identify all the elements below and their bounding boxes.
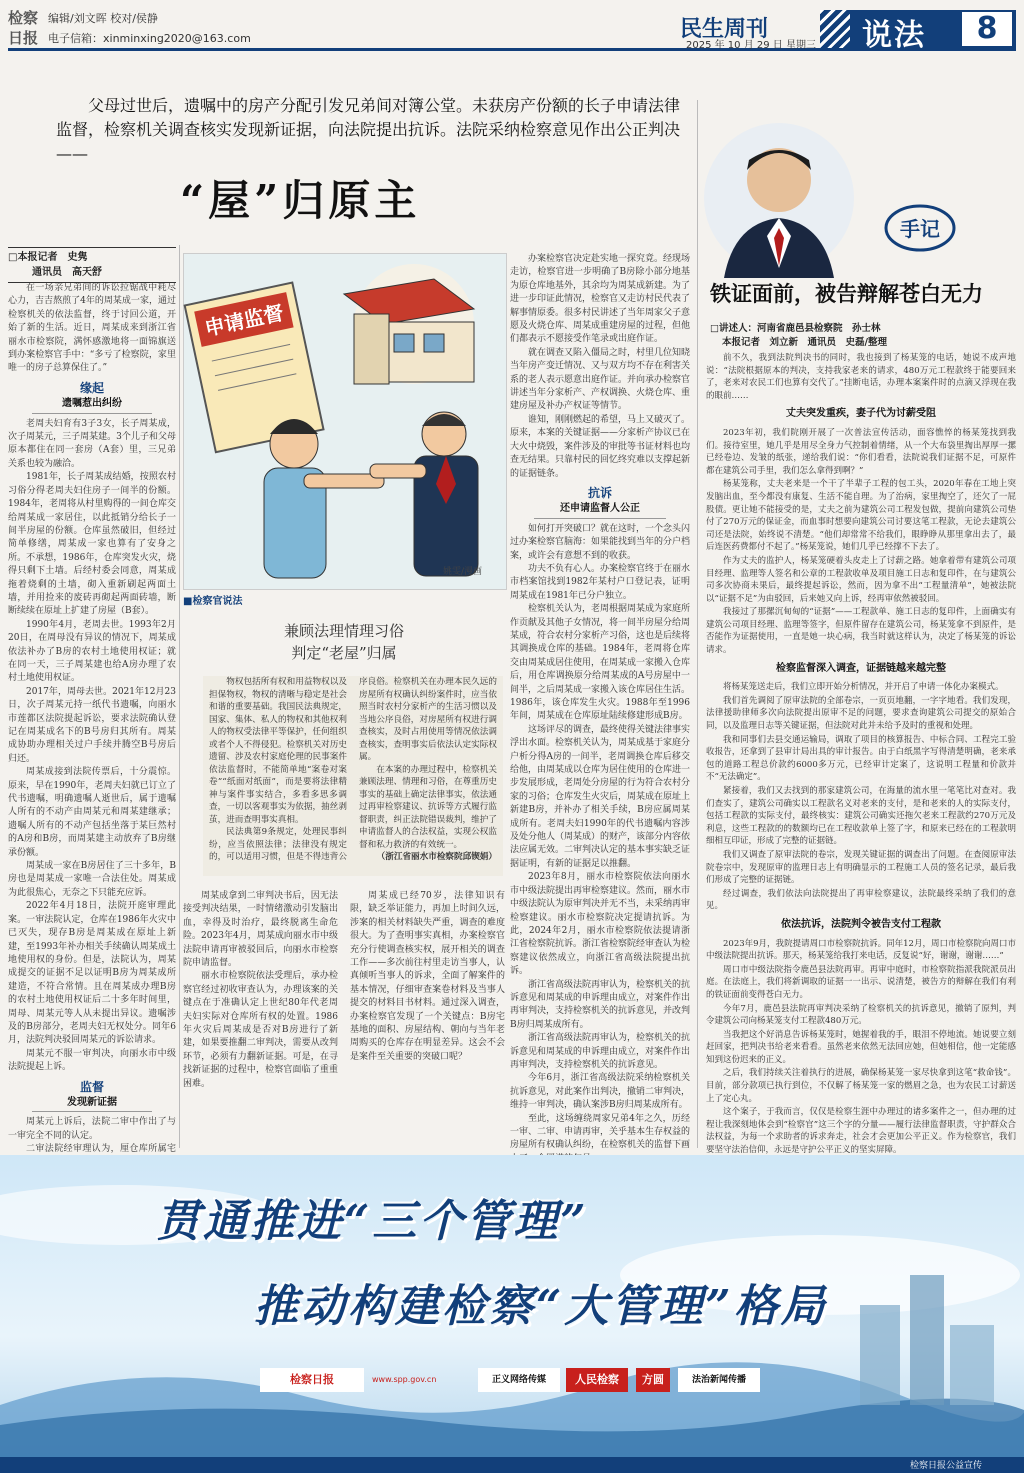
- paragraph: 1981年，长子周某成结婚，按照农村习俗分得老周夫妇住房子一间半的份额。1984年，老周将从村里购得的一间仓库交给周某成一家居住，以此抵销分给长子一间半房屋的份额。仓库虽然破旧，但经过简单修缮，周某成一家也算有了安身之所。不承想，1986年，仓库突发火灾，烧得只剩下土墙。后经村委会同意，周某成拖着烧剩的土墙，砌入重新刷起两面土墙，并用捡来的废砖再砌起两面砖墙，断断续续在原址上扩建了房屋（B套）。: [8, 472, 176, 617]
- right-subhead-1: 丈夫突发重疾，妻子代为讨薪受阻: [786, 408, 936, 420]
- right-article-title: 铁证面前，被告辩解苍白无力: [710, 281, 983, 306]
- article-col-2: [183, 890, 505, 1148]
- section-title-supervision: 监督: [79, 1079, 104, 1094]
- section-title-origin: 缘起: [79, 380, 104, 395]
- portrait-svg: [704, 118, 854, 278]
- paragraph: 周某成已经70岁，法律知识有限，缺乏举证能力，再加上时间久远，涉案的相关材料缺失严重，调查的难度很大。为了查明事实真相，办案检察官充分行使调查核实权，展开相关的调查工作——多次前往村里走访当事人，认真倾听当事人的诉求，全面了解案件的基本情况，仔细审查案卷材料及当事人提交的材料目书材料。通过深入调查，办案检察官发现了一个关键点：B房宅基地的面积、房屋结构、朝向与当年老周购买的仓库存在明显差异。这会不会是案件至关重要的突破口呢？: [350, 891, 505, 1062]
- band-stripe: [820, 10, 850, 48]
- notes-label-svg: [880, 198, 960, 258]
- commentary-source: （浙江省丽水市检察院邱锲娟）: [376, 852, 497, 862]
- paragraph: 作为丈夫的监护人，杨某笼硬着头皮走上了讨薪之路。她拿着带有建筑公司项目经理、监理等人签名和公章的工程款收单及项目施工日志和复印件，在与建筑公司多次协商未果后，最终提起诉讼，然而，因为拿不出“工程量清单”，她被法院以“证据不足”为由驳回，后来她又向上诉，经再审依然被驳回。: [706, 555, 1016, 604]
- commentary-tag: ■检察官说法: [183, 596, 243, 607]
- paragraph: 2023年初，我们院刚开展了一次普法宣传活动，面容憔悴的杨某笼找到我们。接待室里，她几乎是用尽全身力气控制着情绪，从一个大布袋里掏出厚厚一摞已经卷边、发皱的纸张，递给我们说：“你们看看，法院说我们证据不足，可原件都在建筑公司手里，我们怎么拿得到啊？”: [706, 427, 1016, 476]
- right-article-byline: [710, 322, 887, 350]
- byline: [8, 245, 176, 285]
- logo-spp-site: www.spp.gov.cn: [372, 1375, 437, 1384]
- notes-label-text: 手记: [900, 217, 940, 241]
- right-article-body: [706, 352, 1016, 1156]
- paragraph: 检察机关认为，老周根据周某成为家庭所作贡献及其他子女情况，将一间半房屋分给周某成，符合农村分家析产习俗，这也是后续将其调换成仓库的基础。1984年，老周将仓库交由周某成居住使用，在周某成一家搬入仓库后，用仓库调换原分给周某成的A号房屋中一间半，之后周某成一家搬入该仓库居住生活。1986年，该仓库发生火灾。1988年至1996年间，周某成在仓库原址陆续修建形成B房。: [510, 604, 691, 722]
- paragraph: 周某元上诉后，法院二审中作出了与一审完全不同的认定。: [8, 1117, 176, 1141]
- cartoon-credit: 姚雯/漫画: [443, 567, 483, 577]
- article-col-4: [510, 253, 691, 1151]
- paragraph: 丽水市检察院依法受理后，承办检察官经过初收审查认为，办理该案的关键点在于准确认定上世纪80年代老周夫妇实际对仓库所有权的处置。1986年火灾后周某成是否对B房进行了新建，如果要推翻二审判决，需要从改判环节，必须有力翻新证据。可是，在寻找新证据的过程中，检察官面临了重重困难。: [183, 971, 338, 1089]
- article-col-1: [8, 282, 176, 1155]
- partner-logos: [260, 1368, 760, 1394]
- commentary-text: [209, 676, 497, 876]
- paragraph: 我接过了那摞沉甸甸的“证据”——工程款单、施工日志的复印件，上面确实有建筑公司项目经理、监理等签字，但原件留存在建筑公司，杨某笼拿不到原件，是否能作为证据使用，一直是她一块心病，我当时就这样认为，决定了杨某笼的诉讼请求。: [706, 607, 1016, 656]
- commentary-body: [203, 676, 503, 876]
- commentary-title: [183, 620, 505, 664]
- cartoon-sign-text: 申请监督: [202, 300, 286, 341]
- section-title-protest: 抗诉: [587, 485, 612, 500]
- footer-bar: [0, 1457, 1024, 1473]
- section-sub-origin: 遗嘱惹出纠纷: [32, 397, 152, 413]
- paragraph: 这场评尽的调查，最终使得关键法律事实浮出水面。检察机关认为，周某成基于家庭分户析分得A房的一间半，老周调换仓库后移交给他，由周某成以仓库为居住使用的仓库进一步发展形成，老周处分房屋的行为符合农村分家的习俗；仓库发生火灾后，周某成在原址上新建B房，并补办了相关手续，B房应属周某成所有。老周夫妇1990年的代书遗嘱内容涉及处分他人（周某成）的财产，该部分内容依法应属无效。二审判决认定的基本事实缺乏证据证明，有新的证据足以推翻。: [510, 724, 691, 869]
- paragraph: 紧接着，我们又去找到的那家建筑公司，在海量的流水里一笔笔比对查对。我们查实了，建筑公司确实以工程款名义对老来的支付，是和老来的人的实际支付，包括工程款的实际支付，最终核实：建筑公司确实还拖欠老来工程款约270万元及利息，这些工程款的的数额均已在工程收款单上签了字，和原来已经在的工程款明细相互印证，形成了完整的证据链。: [706, 786, 1016, 847]
- notes-label: [880, 198, 960, 258]
- column-divider: [697, 100, 698, 1148]
- paragraph: 之后，我们持续关注着执行的进展，确保杨某笼一家尽快拿到这笔“救命钱”。目前，部分款项已执行到位，不仅解了杨某笼一家的燃眉之急，也为农民工讨薪送上了定心丸。: [706, 1068, 1016, 1104]
- column-divider: [179, 245, 180, 1148]
- logo-justice-network: 正义网络传媒: [478, 1368, 560, 1392]
- byline-reporter: □本报记者 史隽: [8, 252, 88, 263]
- footer-label: 检察日报公益宣传: [910, 1461, 983, 1471]
- author-portrait: [704, 118, 854, 278]
- paragraph: 如何打开突破口？就在这时，一个念头闪过办案检察官脑海：如果能找到当年的分户档案，或许会有意想不到的收获。: [510, 523, 691, 561]
- logo-procuratorate-daily: 检察日报: [260, 1368, 364, 1392]
- narrator-line: □讲述人：河南省鹿邑县检察院 孙士林: [710, 323, 881, 334]
- paragraph: 物权包括所有权和用益物权以及担保物权，物权的清晰与稳定是社会和谐的重要基础。我国民法典规定，国家、集体、私人的物权和其他权利人的物权受法律平等保护，任何组织或者个人不得侵犯。检察机关对历史遗留、涉及农村家庭伦理的民事案件依法监督时，不能简单地“案卷对案卷”“纸面对纸面”，而是要将法律精神与案件事实结合，多看多思多调查，一切以客观事实为依据，抽丝剥茧，进而查明事实真相。: [209, 677, 347, 825]
- paragraph: 将杨某笼送走后，我们立即开始分析情况，并开启了申请一体化办案模式。: [723, 682, 1004, 693]
- right-subhead-2: 检察监督深入调查，证据链越来越完整: [776, 662, 946, 674]
- paragraph: 在本案的办理过程中，检察机关兼顾法理、情理和习俗，在尊重历史事实的基础上确定法律事实，依法通过再审检察建议、抗诉等方式履行监督职责，纠正法院错误裁判，维护了申请监督人的合法权益，实现公权监督和私力救济的有效统一。: [359, 764, 497, 850]
- paragraph: 我们首先调阅了原审法院的全部卷宗，一页页地翻，一字字地看。我们发现，法律援助律师多次向法院提出原审不足的问题，要求查询建筑公司提交的原始合同，以及监理日志等关键证据，但法院对此并未给予及时的重视和处理。: [706, 695, 1016, 732]
- paragraph: 周某成一家在B房居住了三十多年，B房也是周某成一家唯一合法住处。周某成为此很焦心，无奈之下只能充应诉。: [8, 861, 176, 898]
- paragraph: 1990年4月，老周去世。1993年2月20日，在周母没有异议的情况下，周某成依法补办了B房的农村土地使用权证；就在同一天，三子周某建也给A房办理了农村土地使用权证。: [8, 619, 176, 684]
- right-subhead-3: 依法抗诉，法院判令被告支付工程款: [781, 918, 941, 930]
- byline-rule: [8, 247, 176, 248]
- section-sub-supervision: 发现新证据: [32, 1096, 152, 1112]
- paragraph: 我们又调查了原审法院的卷宗，发现关键证据的调查出了问题。在查阅原审法院卷宗中，发现原审的监理日志上有明确显示的工程施工人员的签名记录，最后我们形成了完整的证据链。: [706, 849, 1016, 886]
- paragraph: 谁知，刚刚燃起的希望，马上又破灭了。原来，本案的关键证据——分家析产协议已在大火中烧毁，案件涉及的审批等书证材料也均查无结果。只靠村民的回忆终究难以支撑起新的证据链条。: [510, 414, 691, 479]
- paragraph: 当我把这个好消息告诉杨某笼时，她握着我的手，眼泪不停地流。她说要立刻赶回家，把判决书给老来看看。虽然老来依然无法回应她，但她相信，他一定能感知到这份迟来的正义。: [706, 1029, 1016, 1065]
- banner-line-1: 贯通推进“三个管理”: [156, 1196, 589, 1247]
- editors-line: 编辑/刘文晖 校对/侯静: [48, 12, 158, 25]
- banner-line-2: 推动构建检察“大管理”格局: [254, 1281, 828, 1332]
- logo-legal-news: 法治新闻传播: [678, 1368, 760, 1392]
- paragraph: 周某成接到法院传票后，十分震惊。原来，早在1990年，老周夫妇就已订立了代书遗嘱，明确遗嘱人逝世后，属于遗嘱人所有的不动产由周某元和周某建继承；遗嘱人所有的不动产包括坐落于某巨然村的A房和B房，而周某建主动放弃了B房继承份额。: [8, 767, 176, 858]
- reporter-line: 本报记者 刘立新 通讯员 史磊/整理: [722, 337, 887, 348]
- cartoon-svg: [184, 254, 506, 589]
- intro: 在一场亲兄弟间的诉讼拉锯战中耗尽心力，吉吉熬煎了4年的周某成一家，通过检察机关的依法监督，终于讨回公道，开始了新的生活。近日，周某成来到浙江省丽水市检察院，满怀感激地将一面锦旗送到办案检察官手中：“多亏了检察院，家里唯一的房子总算保住了。”: [8, 283, 176, 374]
- paragraph: 老周夫妇育有3子3女，长子周某成，次子周某元，三子周某建。3个儿子和父母原本都住在同一套房（A套）里，三兄弟关系也较为融洽。: [8, 418, 176, 469]
- paragraph: 至此，这场缠绕周家兄弟4年之久，历经一审、二审、申请再审，关乎基本生存权益的房屋所有权确认纠纷，在检察机关的监督下画: [510, 1113, 691, 1151]
- paragraph: 杨某笼称，丈夫老来是一个干了半辈子工程的包工头，2020年春在工地上突发脑出血，至今都没有康复、生活不能自理。为了治病，家里掏空了，还欠了一屁股债。更让她不能接受的是，丈夫之前为建筑公司工程发包做，提前向建筑公司垫付了270万元的保证金，而血事时想要向建筑公司讨要这笔工程款，无论去建筑公司还是法院，始终说不清楚。“他们却常常不给我们，眼睁睁从那里拿出去了，最后连医药费都付不起了。”杨某笼说，她们几乎已经撑不下去了。: [706, 479, 1016, 553]
- paragraph: 二审法院经审理认为，厘仓库所属宅: [26, 1144, 176, 1155]
- section-title: 说法: [862, 18, 926, 53]
- logo-people-procuratorate: 人民检察: [566, 1368, 628, 1392]
- newspaper-logo: 检察日报: [8, 9, 39, 47]
- paragraph: 今年7月，鹿邑县法院再审判决采纳了检察机关的抗诉意见，撤销了原判，判令建筑公司向杨某笼支付工程款480万元。: [706, 1003, 1016, 1027]
- paragraph: 今年6月，浙江省高级法院采纳检察机关抗诉意见，对此案作出判决，撤销二审判决，维持一审判决，确认案涉B房归周某成所有。: [510, 1073, 691, 1111]
- logo-fangyuan: 方圆: [636, 1368, 670, 1392]
- email-line: 电子信箱：xinminxing2020@163.com: [48, 32, 251, 45]
- paragraph: 2017年，周母去世。2021年12月23日，次子周某元持一纸代书遗嘱，向丽水市莲都区法院提起诉讼，要求法院确认登记在周某成名下的B号房归其所有。周某成协助办理相关过户手续并腾空B号房后归还。: [8, 686, 176, 764]
- paragraph: 周某元不服一审判决，向丽水市中级法院提起上诉。: [8, 1048, 176, 1073]
- paragraph: 2023年8月，丽水市检察院依法向丽水市中级法院提出再审检察建议。然而，丽水市中级法院认为原审判决并无不当，未采纳再审检察建议。丽水市检察院决定提请抗诉。为此，2024年2月，丽水市检察院依法提请浙江省检察院抗诉。浙江省检察院经审查认为检察建议依然成立，向浙江省高级法院提出抗诉。: [510, 872, 691, 977]
- cartoon-illustration: [183, 253, 507, 590]
- headline: “屋”归原主: [180, 176, 421, 225]
- section-sub-protest: 还申请监督人公正: [534, 502, 666, 518]
- issue-date: 2025 年 10 月 29 日 星期三: [686, 40, 816, 51]
- paragraph: 就在调查又陷入僵局之时，村里几位知晓当年房产变迁情况、又与双方均不存在利害关系的老人表示愿意出庭作证。并向承办检察官讲述当年分家析产、产权调换、火烧仓库、重建房屋及补办产权证等情节。: [510, 347, 691, 412]
- paragraph: 功夫不负有心人。办案检察官终于在丽水市档案馆找到1982年某村户口登记表，证明周某成在1981年已分户独立。: [510, 563, 691, 601]
- paragraph: 民法典第9条规定，处理民事纠纷，应当依照法律；法律没有规定的，可以适用习惯，但是不得违背公序良俗。检察机关在办理本民久远的房屋所有权确认纠纷案件时，应当依照当时农村分家析产的生活习惯以及当地公序良俗，对房屋所有权进行调查核实，及时占用使用等情况依法调查核实，查明事实后依法认定实际权属。: [209, 677, 497, 862]
- paragraph: 办案检察官决定赴实地一探究竟。经现场走访，检察官进一步明确了B房除小部分地基为原仓库地基外，其余均为周某成新建。为了进一步印证此情况，检察官又走访村民代表了解事情原委。很多村民讲述了当年周家父子意愿及火烧仓库、周某成重建房屋的过程，但他们都表示不愿接受作笔录或出庭作证。: [510, 254, 691, 345]
- paragraph: 这个案子，于我而言，仅仅是检察生涯中办理过的诸多案件之一，但办理的过程让我深刻地体会到“检察官”这三个字的分量——履行法律监督职责，守护群众合法权益，为每一个求助者的诉求奔走，社会才会更加公平正义。作为检察官，我们要坚守法治信仰，永远是守护公平正义的坚实屏障。: [706, 1107, 1016, 1156]
- weekly-title: 民生周刊: [680, 16, 769, 42]
- commentary-title-line1: 兼顾法理情理习俗: [283, 622, 404, 640]
- paragraph: 浙江省高级法院再审认为，检察机关的抗诉意见和周某成的申诉理由成立，对案件作出再审判决，支持检察机关的抗诉意见。: [510, 1033, 691, 1070]
- paragraph: 2023年9月，我院提请周口市检察院抗诉。同年12月，周口市检察院向周口市中级法院提出抗诉。那天，杨某笼给我打来电话，反复说“好，谢谢，谢谢……”: [706, 938, 1016, 962]
- byline-correspondent: 通讯员 高天舒: [32, 267, 102, 278]
- lead-paragraph: 父母过世后，遗嘱中的房产分配引发兄弟间对簿公堂。未获房产份额的长子申请法律监督，检察机关调查核实发现新证据，向法院提出抗诉。法院采纳检察意见作出公正判决——: [56, 96, 681, 163]
- commentary-title-line2: 判定“老屋”归属: [291, 644, 397, 662]
- paragraph: 前不久，我到法院判决书的同时，我也接到了杨某笼的电话，她说不成声地说：“法院根据原本的判决，支持我家老来的请求，480万元工程款终于能要回来了，老来对农民工们也算有交代了。”挂断电话，办理本案案件时的点滴又浮现在我的眼前……: [706, 353, 1016, 401]
- paragraph: 周某成拿到二审判决书后，因无法接受判决结果，一时情绪激动引发脑出血，幸得及时治疗，最终脱离生命危险。2023年4月，周某成向丽水市中级法院申请再审被驳回后，向丽水市检察院申请监督。: [183, 891, 338, 969]
- paragraph: 浙江省高级法院再审认为，检察机关的抗诉意见和周某成的申诉理由成立，对案件作出再审判决，支持检察机关的抗诉意见，并改判B房归周某成所有。: [510, 979, 691, 1030]
- paragraph: 周口市中级法院指令鹿邑县法院再审。再审中庭时，市检察院指派我院派员出庭。在法庭上，我们将新调取的证据一一出示、说清楚，被告方的辩解在我们有利的铁证面前变得苍白无力。: [706, 964, 1016, 1000]
- paragraph: 2022年4月18日，法院开庭审理此案。一审法院认定，仓库在1986年火灾中已灭失，现存B房是周某成在原址上新建，至1993年补办相关手续确认周某成土地使用权的身份。但是，法院认为，周某成提交的证据不足以证明B房为周某成所建造，不符合常情。且在周某成办理B房的农村土地使用权证后二十多年时间里，周母、周某元等人从未提出异议。遗嘱涉及的B房部分，老周夫妇无权处分。同年6月，法院判决驳回周某元的诉讼请求。: [8, 901, 176, 1046]
- prosecutor-commentary: [183, 592, 505, 888]
- page-number: 8: [962, 12, 1012, 46]
- paragraph: 经过调查，我们依法向法院提出了再审检察建议，法院最终采纳了我们的意见。: [706, 888, 1016, 912]
- paragraph: 我和同事们去县交通运输局，调取了项目的核算报告、中标合同、工程完工验收报告，还拿到了县审计局出具的审计报告。由于白纸黑字写得清楚明确，老来承包的道路工程总价款约6000多万元，已经审计定案了，这说明工程量和价款并不“无法确定”。: [706, 734, 1016, 783]
